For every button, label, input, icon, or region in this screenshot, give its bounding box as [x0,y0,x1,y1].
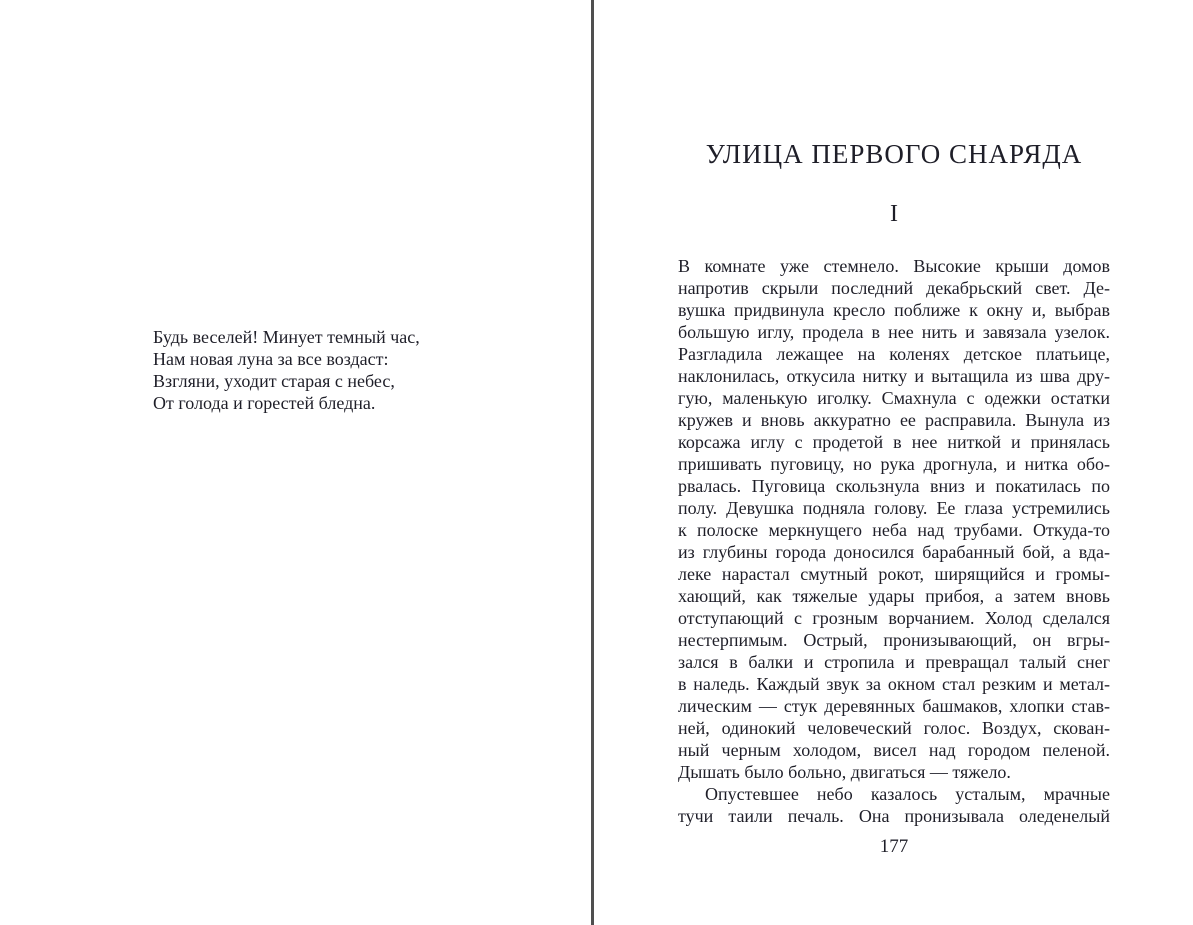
body-line: хающий, как тяжелые удары прибоя, а затем вновь [678,586,1110,606]
poem-line: Взгляни, уходит старая с небес, [153,371,395,391]
body-line: В комнате уже стемнело. Высокие крыши домов [678,256,1110,276]
body-line: корсажа иглу с продетой в нее ниткой и принялась [678,432,1110,452]
body-line: нестерпимым. Острый, пронизывающий, он вгры- [678,630,1110,650]
body-line: Дышать было больно, двигаться — тяжело. [678,762,1011,782]
body-line: в наледь. Каждый звук за окном стал резким и метал- [678,674,1110,694]
right-page [594,0,1193,925]
body-line: полу. Девушка подняла голову. Ее глаза устремились [678,498,1110,518]
body-line: Опустевшее небо казалось усталым, мрачные [705,784,1110,804]
left-page [0,0,591,925]
body-line: Разгладила лежащее на коленях детское платьице, [678,344,1110,364]
body-line: напротив скрыли последний декабрьский свет. Де- [678,278,1110,298]
body-line: отступающий с грозным ворчанием. Холод сделался [678,608,1110,628]
section-number: I [890,201,898,227]
body-line: гую, маленькую иголку. Смахнула с одежки остатки [678,388,1110,408]
chapter-title: УЛИЦА ПЕРВОГО СНАРЯДА [705,139,1083,169]
poem [153,326,420,414]
body-line: кружев и вновь аккуратно ее расправила. Вынула из [678,410,1110,430]
poem-line: Будь веселей! Минует темный час, [153,327,420,347]
body-line: ней, одинокий человеческий голос. Воздух, скован- [678,718,1110,738]
body-line: лическим — стук деревянных башмаков, хлопки став- [678,696,1110,716]
body-line: тучи таили печаль. Она пронизывала оледенелый [678,806,1110,826]
poem-line: Нам новая луна за все воздаст: [153,349,389,369]
body-line: из глубины города доносился барабанный бой, а вда- [678,542,1110,562]
body-line: пришивать пуговицу, но рука дрогнула, и нитка обо- [678,454,1110,474]
body-line: леке нарастал смутный рокот, ширящийся и громы- [678,564,1110,584]
page-number: 177 [879,836,909,857]
body-line: большую иглу, продела в нее нить и завязала узелок. [678,322,1110,342]
body-line: наклонилась, откусила нитку и вытащила из шва дру- [678,366,1110,386]
body-line: рвалась. Пуговица скользнула вниз и покатилась по [678,476,1110,496]
body-line: к полоске меркнущего неба над трубами. Откуда-то [678,520,1110,540]
body-line: вушка придвинула кресло поближе к окну и, выбрав [678,300,1110,320]
body-text [678,255,1110,827]
body-line: ный черным холодом, висел над городом пеленой. [678,740,1110,760]
body-line: зался в балки и стропила и превращал талый снег [678,652,1110,672]
poem-line: От голода и горестей бледна. [153,393,376,413]
